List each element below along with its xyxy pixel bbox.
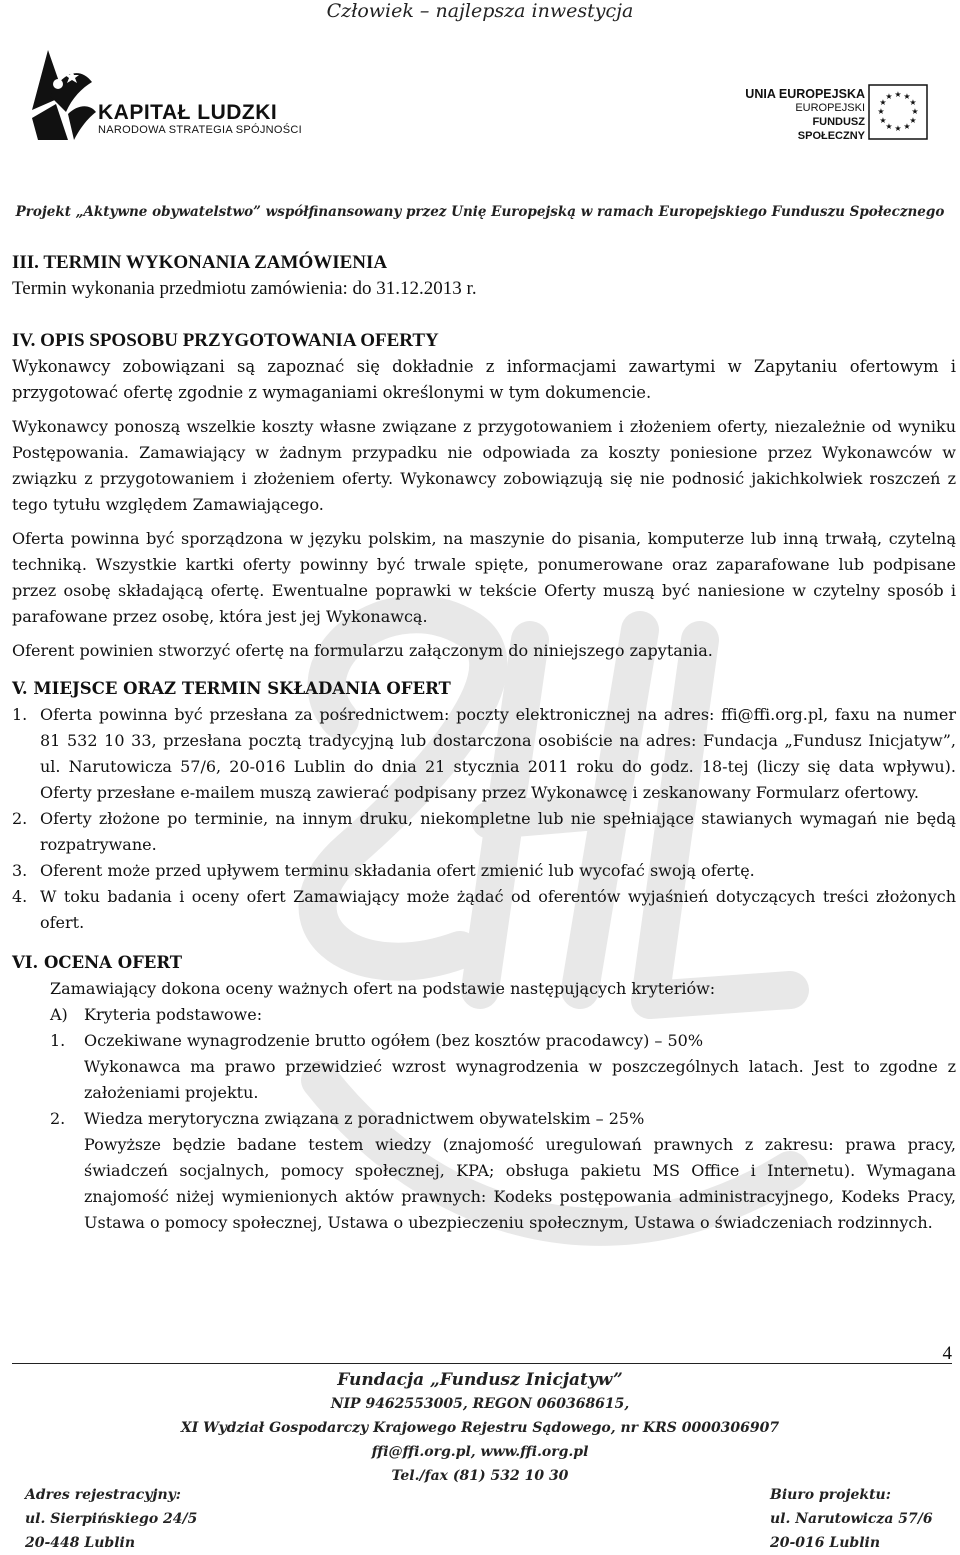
section4-paragraph-3: Oferta powinna być sporządzona w języku polskim, na maszynie do pisania, komputerze lub inną trwałą, czytelną techniką. Wszystkie kartki oferty powinny być trwale spięte, ponumerowane oraz zaparafowane lub podpisane przez osobę składającą ofertę. Ewentualne poprawki w tekście Oferty muszą być naniesione w czytelny sposób i parafowane przez osobę, która jest jej Wykonawcą. xyxy=(12,529,956,626)
criterion-2: 2. Wiedza merytoryczna związana z poradnictwem obywatelskim – 25% xyxy=(50,1109,645,1128)
list-item: 1. Oferta powinna być przesłana za pośrednictwem: poczty elektronicznej na adres: ffi@ffi.org.pl, faxu na numer 81 532 10 33, przesłana pocztą tradycyjną lub dostarczona osobiście na adres: Fundacja „Fundusz Inicjatyw”, ul. Narutowicza 57/6, 20-016 Lublin do dnia 21 stycznia 2011 roku do godz. 18-tej (liczy się data wpływu). Oferty przesłane e-mailem muszą zawierać podpisany przez Wykonawcę i zeskanowany Formularz ofertowy. xyxy=(12,705,956,802)
section4-paragraph-2: Wykonawcy ponoszą wszelkie koszty własne związane z przygotowaniem i złożeniem oferty, niezależnie od wyniku Postępowania. Zamawiający w żadnym przypadku nie odpowiada za koszty poniesione przez Wykonawców w związku z przygotowaniem i złożeniem oferty. Wykonawcy zobowiązują się nie podnosić jakichkolwiek roszczeń z tego tytułu względem Zamawiającego. xyxy=(12,417,956,514)
section3-heading: III. TERMIN WYKONANIA ZAMÓWIENIA xyxy=(12,252,388,273)
section6-intro: Zamawiający dokona oceny ważnych ofert na podstawie następujących kryteriów: xyxy=(50,979,716,998)
svg-text:★: ★ xyxy=(879,98,887,107)
svg-text:★: ★ xyxy=(909,98,917,107)
document-content xyxy=(12,250,956,1236)
footer-org: Fundacja „Fundusz Inicjatyw” xyxy=(337,1370,623,1390)
section4-paragraph-4: Oferent powinien stworzyć ofertę na formularzu załączonym do niniejszego zapytania. xyxy=(12,641,713,660)
criterion-2-description: Powyższe będzie badane testem wiedzy (znajomość uregulowań prawnych z zakresu: prawa pracy, świadczeń socjalnych, pomocy społecznej, KPA; obsługa pakietu MS Office i Internetu). Wymagana znajomość niżej wymienionych aktów prawnych: Kodeks postępowania administracyjnego, Kodeks Pracy, Ustawa o pomocy społecznej, Ustawa o ubezpieczeniu społecznym, Ustawa o świadczeniach rodzinnych. xyxy=(84,1135,956,1232)
footer-address-right: Biuro projektu: ul. Narutowicza 57/6 20-016 Lublin xyxy=(770,1487,933,1551)
eu-flag-icon xyxy=(868,84,928,140)
list-item: 3. Oferent może przed upływem terminu składania ofert zmienić lub wycofać swoją ofertę. xyxy=(12,861,755,880)
kapital-ludzki-subtitle: NARODOWA STRATEGIA SPÓJNOŚCI xyxy=(98,124,302,136)
top-slogan: Człowiek – najlepsza inwestycja xyxy=(326,0,634,22)
list-item: 4. W toku badania i oceny ofert Zamawiający może żądać od oferentów wyjaśnień dotyczących treści złożonych ofert. xyxy=(12,887,956,932)
svg-text:★: ★ xyxy=(911,107,919,116)
eu-line-3: FUNDUSZ SPOŁECZNY xyxy=(797,116,865,142)
footer-divider xyxy=(12,1363,952,1364)
section6-heading: VI. OCENA OFERT xyxy=(12,953,183,972)
eu-line-1: UNIA EUROPEJSKA xyxy=(745,87,865,101)
eu-line-2: EUROPEJSKI xyxy=(795,102,865,114)
eu-logo-text xyxy=(745,87,865,143)
svg-text:★: ★ xyxy=(894,90,902,99)
section3-text: Termin wykonania przedmiotu zamówienia: do 31.12.2013 r. xyxy=(12,278,477,299)
section5-list xyxy=(12,702,956,936)
svg-text:★: ★ xyxy=(885,92,893,101)
svg-text:★: ★ xyxy=(894,124,902,133)
svg-text:★: ★ xyxy=(909,116,917,125)
section5-heading: V. MIEJSCE ORAZ TERMIN SKŁADANIA OFERT xyxy=(12,679,451,698)
criterion-1-description: Wykonawca ma prawo przewidzieć wzrost wynagrodzenia w poszczególnych latach. Jest to zgodne z założeniami projektu. xyxy=(84,1057,956,1102)
page-number: 4 xyxy=(942,1343,952,1364)
section4-heading: IV. OPIS SPOSOBU PRZYGOTOWANIA OFERTY xyxy=(12,330,439,351)
svg-text:★: ★ xyxy=(879,116,887,125)
svg-text:★: ★ xyxy=(885,122,893,131)
criteria-group-a: A) Kryteria podstawowe: xyxy=(50,1005,263,1024)
criterion-1: 1. Oczekiwane wynagrodzenie brutto ogółem (bez kosztów pracodawcy) – 50% xyxy=(50,1031,704,1050)
project-line: Projekt „Aktywne obywatelstwo” współfinansowany przez Unię Europejską w ramach Europejskiego Funduszu Społecznego xyxy=(15,204,945,220)
list-item: 2. Oferty złożone po terminie, na innym druku, niekompletne lub nie spełniające stawianych wymagań nie będą rozpatrywane. xyxy=(12,809,956,854)
footer-krs: XI Wydział Gospodarczy Krajowego Rejestru Sądowego, nr KRS 0000306907 xyxy=(180,1420,780,1436)
svg-text:★: ★ xyxy=(903,122,911,131)
footer-web: ffi@ffi.org.pl, www.ffi.org.pl xyxy=(371,1444,589,1460)
footer-address-left: Adres rejestracyjny: ul. Sierpińskiego 24/5 20-448 Lublin xyxy=(25,1487,198,1551)
svg-text:★: ★ xyxy=(877,107,885,116)
footer-tel: Tel./fax (81) 532 10 30 xyxy=(391,1468,569,1484)
section4-paragraph-1: Wykonawcy zobowiązani są zapoznać się dokładnie z informacjami zawartymi w Zapytaniu ofertowym i przygotować ofertę zgodnie z wymaganiami określonymi w tym dokumencie. xyxy=(12,357,956,402)
footer-center xyxy=(0,1368,960,1488)
kapital-ludzki-title: KAPITAŁ LUDZKI xyxy=(98,101,278,124)
footer-nip: NIP 9462553005, REGON 060368615, xyxy=(330,1396,630,1412)
svg-text:★: ★ xyxy=(903,92,911,101)
